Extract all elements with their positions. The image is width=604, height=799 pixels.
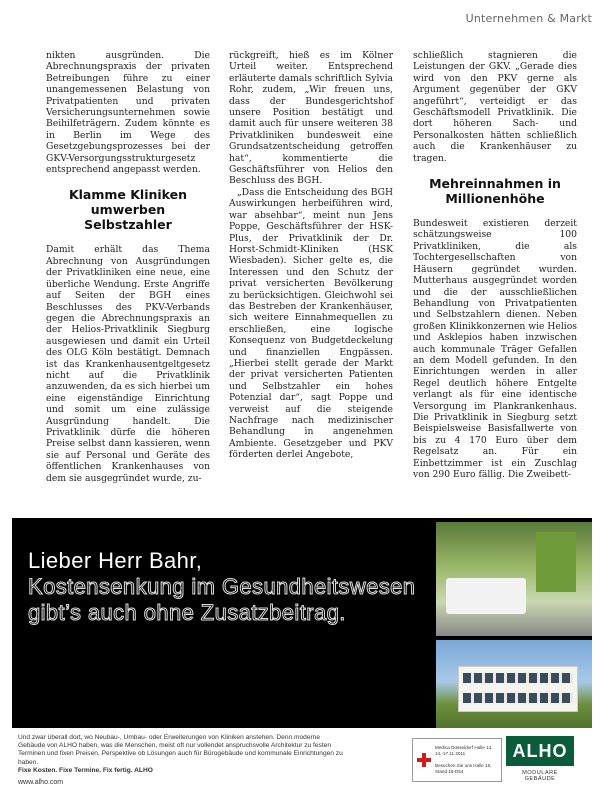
subheading-klamme-kliniken: Klamme Kliniken umwerben Selbstzahler	[68, 187, 188, 233]
paragraph: Damit erhält das Thema Abrechnung von Ausgründungen der Privatkliniken eine neue, eine überliche Wendung. Erste Angriffe auf Seiten der BGH eines Beschlusses des PKV-Verbands gegen die Abrechnungspraxis an der Helios-Privatklinik Siegburg ausgewiesen und damit ein Urteil des OLG Köln bestätigt. Demnach ist das Krankenhausentgeltgesetz nicht auf die Privatklinik anzuwenden, da es sich hierbei um eine eigenständige Einrichtung und somit um eine zulässige Ausgründung handelt. Die Privatklinik dürfe die höheren Preise selbst dann kassieren, wenn sie auf Personal und Geräte des öffentlichen Krankenhauses von dem sie ausgegründet wurde, zu-	[46, 244, 211, 484]
ad-footer	[12, 728, 592, 790]
article-column-3	[413, 50, 577, 480]
article-column-1	[46, 50, 210, 484]
ad-body-text	[18, 734, 348, 775]
article-body	[46, 50, 583, 510]
paragraph: rückgreift, hieß es im Kölner Urteil weiter. Entsprechend erläuterte damals schriftlich Sylvia Rohr, zudem, „Wir freuen uns, dass der Bundesgerichtshof unsere Position bestätigt und damit auch für unsere weiteren 38 Privatkliniken bundesweit eine Grundsatzentscheidung getroffen hat“, kommentierte die Geschäftsführer von Helios den Beschluss des BGH.	[229, 50, 393, 187]
ad-body: Und zwar überall dort, wo Neubau-, Umbau- oder Erweiterungen von Kliniken anstehen. Denn moderne Gebäude von ALHO haben, was die Menschen, meist oft nur vollendet anspruchsvolle Architektur zu festen Terminen und fixen Preisen. Perspektive ob Lösungen auch für Bürogebäude und kommunale Einrichtungen zu haben.	[18, 734, 343, 766]
ad-url-link[interactable]: www.alho.com	[18, 779, 64, 786]
ad-headline	[28, 548, 428, 626]
article-column-2	[229, 50, 393, 461]
section-header: Unternehmen & Markt	[465, 12, 592, 25]
ad-tagline: Fixe Kosten. Fixe Termine. Fix fertig. ALHO	[18, 766, 153, 774]
paragraph: Bundesweit existieren derzeit schätzungsweise 100 Privatkliniken, die als Tochtergesellschaften von Häusern gegründet wurden. Mutterhaus ausgegründet worden und die der ausschließlichen Behandlung von Privatpatienten und Selbstzahlern dienen. Neben großen Klinikkonzernen wie Helios und Asklepios haben inzwischen auch kommunale Träger Gefallen an dem Modell gefunden. In den Einrichtungen werden in aller Regel deutlich höhere Entgelte verlangt als für eine identische Versorgung im Plankrankenhaus. Die Privatklinik in Siegburg setzt Beispielsweise Basisfallwerte von bis zu 4 170 Euro über dem Regelsatz an. Für ein Einbettzimmer ist ein Zuschlag von 290 Euro fällig. Die Zweibett-	[413, 218, 577, 480]
alho-logo: ALHO	[506, 736, 574, 766]
ad-headline-line1: Lieber Herr Bahr,	[28, 548, 203, 573]
trade-fair-badge	[412, 738, 502, 782]
medical-cross-icon	[417, 753, 431, 767]
ad-headline-rest: Kostensenkung im Gesundheitswesen gibt’s auch ohne Zusatzbeitrag.	[28, 574, 416, 625]
paragraph: „Dass die Entscheidung des BGH Auswirkungen herbeiführen wird, war absehbar“, meint nun Jens Poppe, Geschäftsführer der HSK-Plus, der Privatklinik der Dr. Horst-Schmidt-Kliniken (HSK Wiesbaden). Sicher gelte es, die Interessen und den Schutz der privat versicherten Bevölkerung zu berücksichtigen. Gleichwohl sei das Bestreben der Krankenhäuser, sich weitere Einnahmequellen zu erschließen, eine logische Konsequenz von Budgetdeckelung und finanziellen Engpässen. „Hierbei stellt gerade der Markt der privat versicherten Patienten und Selbstzahler ein hohes Potenzial dar“, sagt Poppe und verweist auf die steigende Nachfrage nach medizinischer Behandlung in angenehmen Ambiente. Gesetzgeber und PKV förderten derlei Angebote,	[229, 186, 393, 461]
badge-line-1: Medica Düsseldorf Halle 13, 14.-17.11.2011	[435, 745, 493, 756]
advertisement	[12, 518, 592, 790]
subheading-mehreinnahmen: Mehreinnahmen in Millionenhöhe	[429, 176, 561, 207]
paragraph: nikten ausgründen. Die Abrechnungspraxis der privaten Betreibungen führe zu einer unangemessenen Belastung von Privatpatienten und privaten Versicherungsunternehmen sowie Beihilfeträgern. Zudem könnte es in Berlin im Wege des Gesetzgebungsprozesses bei der GKV-Versorgungsstrukturgesetz entsprechend angepasst werden.	[46, 50, 210, 176]
modular-building-photo	[436, 640, 592, 732]
badge-line-2: Besuchen Sie uns Halle 16, Stand 16-D54	[435, 763, 492, 774]
hospital-room-photo	[436, 522, 592, 636]
alho-logo-tagline: MODULARE GEBÄUDE	[522, 770, 558, 782]
paragraph: schließlich stagnieren die Leistungen der GKV. „Gerade dies wird von den PKV gerne als Argument gegenüber der GKV angeführt“, verteidigt er das Geschäftsmodell Privatklinik. Die dort höheren Sach- und Personalkosten hätten schließlich auch die Krankenhäuser zu tragen.	[413, 50, 577, 164]
